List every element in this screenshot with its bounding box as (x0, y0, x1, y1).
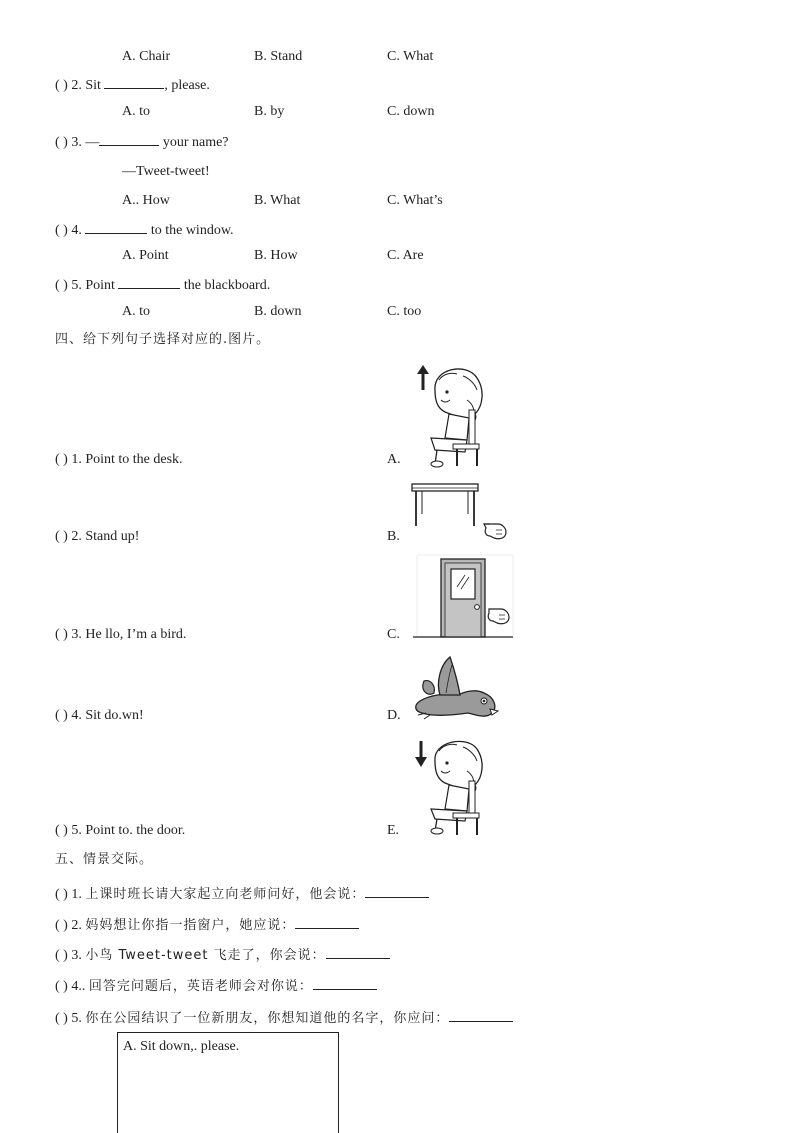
answer-paren[interactable]: ( ) (55, 1011, 68, 1026)
question-5 (55, 275, 270, 295)
answer-paren[interactable]: ( ) (55, 948, 68, 963)
q4-option-c: C. Are (387, 248, 424, 263)
situation-item-1 (55, 884, 429, 904)
answer-blank[interactable] (313, 976, 377, 990)
down-arrow-icon (415, 741, 427, 767)
answer-paren[interactable]: ( ) (55, 979, 68, 994)
q3-reply: —Tweet-tweet! (122, 164, 210, 179)
question-text: 2. Sit (71, 78, 101, 93)
box-option-a: A. Sit down,. please. (123, 1039, 240, 1054)
q3-option-a: A.. How (122, 193, 170, 208)
flying-bird-picture (410, 655, 500, 721)
desk-pointing-hand-picture (410, 478, 510, 544)
answer-blank[interactable] (295, 915, 359, 929)
match-item-3 (55, 626, 186, 644)
answer-paren[interactable]: ( ) (55, 135, 68, 150)
section-4-heading: 四、给下列句子选择对应的.图片。 (55, 332, 271, 347)
q5-option-b: B. down (254, 304, 302, 319)
q2-option-a: A. to (122, 104, 150, 119)
match-item-text: 2. Stand up! (71, 529, 140, 544)
answer-paren[interactable]: ( ) (55, 708, 68, 723)
q3-option-b: B. What (254, 193, 301, 208)
q1-option-b: B. Stand (254, 49, 303, 64)
answer-blank[interactable] (99, 132, 159, 146)
q5-option-c: C. too (387, 304, 422, 319)
q1-option-a: A. Chair (122, 49, 171, 64)
picture-letter-c: C. (387, 627, 400, 642)
question-text-after: to the window. (150, 223, 234, 238)
situation-number: 5. (71, 1011, 82, 1026)
situation-text: 上课时班长请大家起立向老师问好，他会说： (85, 887, 366, 902)
question-text-after: the blackboard. (183, 278, 271, 293)
question-text-after: your name? (162, 135, 229, 150)
picture-letter-b: B. (387, 529, 400, 544)
question-3 (55, 132, 229, 152)
match-item-text: 5. Point to. the door. (71, 823, 186, 838)
situation-number: 4.. (71, 979, 86, 994)
situation-item-4 (55, 976, 377, 996)
answer-paren[interactable]: ( ) (55, 78, 68, 93)
question-text: 5. Point (71, 278, 115, 293)
answer-blank[interactable] (449, 1008, 513, 1022)
picture-letter-a: A. (387, 452, 401, 467)
answer-blank[interactable] (104, 75, 164, 89)
answer-paren[interactable]: ( ) (55, 627, 68, 642)
up-arrow-icon (417, 365, 429, 390)
situation-item-5 (55, 1008, 513, 1028)
girl-sitting-down-arrow-picture (405, 735, 500, 837)
question-text: 4. (71, 223, 82, 238)
situation-number: 1. (71, 887, 82, 902)
q5-option-a: A. to (122, 304, 150, 319)
situation-text: 回答完问题后，英语老师会对你说： (88, 979, 313, 994)
match-item-text: 4. Sit do.wn! (71, 708, 144, 723)
match-item-2 (55, 528, 139, 546)
situation-item-3 (55, 945, 390, 965)
section-5-heading: 五、情景交际。 (55, 852, 154, 867)
situation-number: 2. (71, 918, 82, 933)
options-box (117, 1032, 339, 1133)
match-item-text: 1. Point to the desk. (71, 452, 183, 467)
answer-paren[interactable]: ( ) (55, 823, 68, 838)
question-4 (55, 220, 234, 240)
picture-letter-e: E. (387, 823, 400, 838)
q4-option-b: B. How (254, 248, 298, 263)
match-item-5 (55, 822, 185, 840)
match-item-1 (55, 451, 183, 469)
door-pointing-hand-picture (413, 555, 515, 641)
girl-standing-up-arrow-picture (405, 360, 500, 468)
q2-option-c: C. down (387, 104, 435, 119)
match-item-4 (55, 707, 144, 725)
situation-number: 3. (71, 948, 82, 963)
answer-paren[interactable]: ( ) (55, 918, 68, 933)
answer-blank[interactable] (365, 884, 429, 898)
answer-blank[interactable] (118, 275, 180, 289)
answer-paren[interactable]: ( ) (55, 887, 68, 902)
answer-paren[interactable]: ( ) (55, 452, 68, 467)
question-text: 3. — (71, 135, 100, 150)
answer-paren[interactable]: ( ) (55, 278, 68, 293)
q3-option-c: C. What’s (387, 193, 443, 208)
situation-item-2 (55, 915, 359, 935)
match-item-text: 3. He llo, I’m a bird. (71, 627, 187, 642)
q2-option-b: B. by (254, 104, 285, 119)
answer-paren[interactable]: ( ) (55, 529, 68, 544)
q4-option-a: A. Point (122, 248, 169, 263)
question-text-after: , please. (164, 78, 210, 93)
picture-letter-d: D. (387, 708, 401, 723)
situation-text: 小鸟 Tweet-tweet 飞走了，你会说： (85, 948, 326, 963)
question-2 (55, 75, 210, 95)
situation-text: 妈妈想让你指一指窗户，她应说： (85, 918, 296, 933)
answer-paren[interactable]: ( ) (55, 223, 68, 238)
answer-blank[interactable] (85, 220, 147, 234)
pointing-hand-icon (484, 524, 506, 539)
situation-text: 你在公园结识了一位新朋友，你想知道他的名字，你应问： (85, 1011, 450, 1026)
q1-option-c: C. What (387, 49, 434, 64)
answer-blank[interactable] (326, 945, 390, 959)
